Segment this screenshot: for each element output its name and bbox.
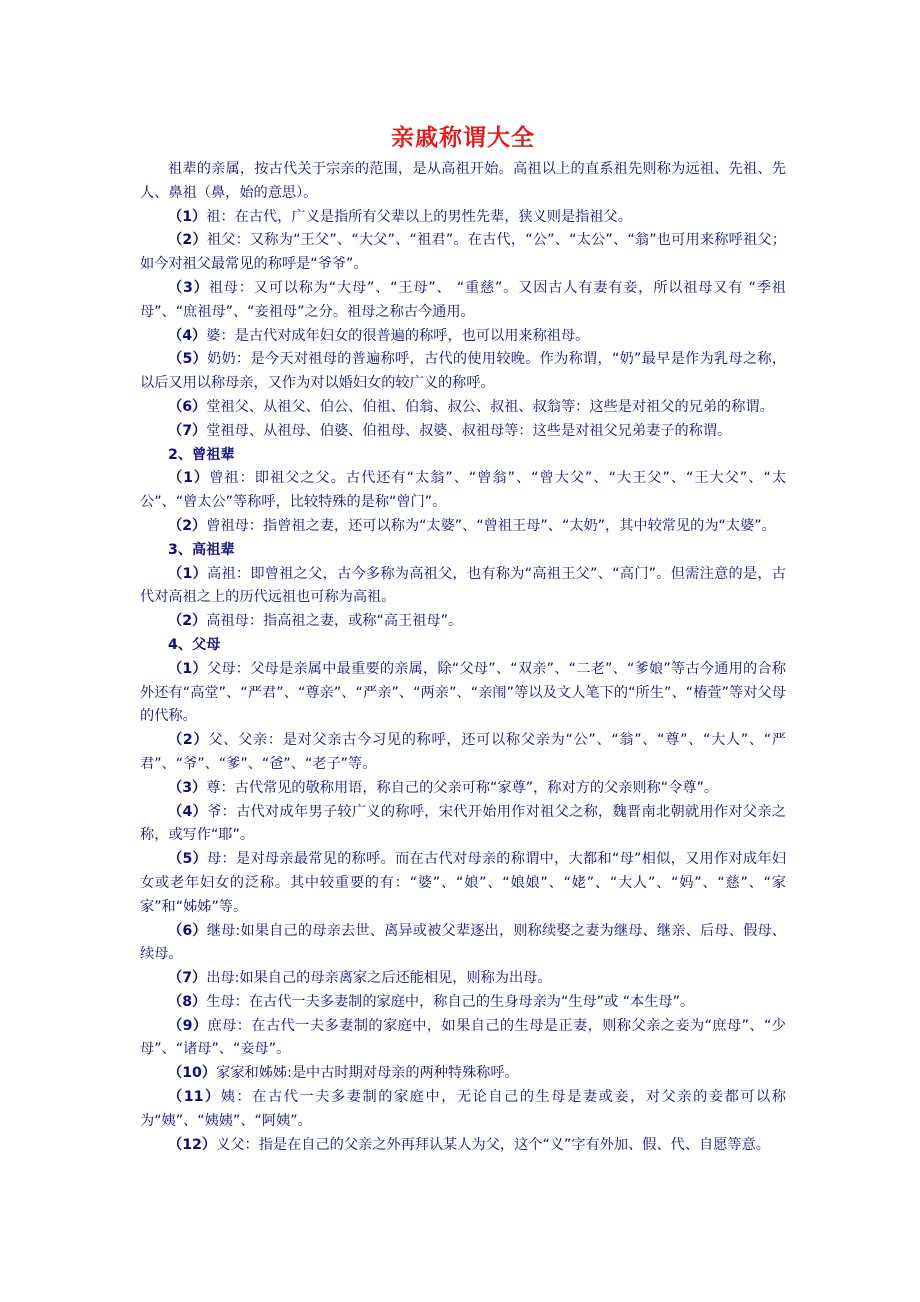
entry-text: 祖父：又称为“王父”、“大父”、“祖君”。在古代，“公”、“太公”、“翁”也可用来称呼祖父；如今对祖父最常见的称呼是“爷爷”。 [140, 232, 786, 273]
entry-number: （3） [168, 279, 209, 296]
entry-paragraph [140, 1086, 786, 1134]
entry-number: （1） [168, 565, 208, 582]
entry-number: （10） [168, 1065, 217, 1082]
entry-text: 曾祖母：指曾祖之妻，还可以称为“太婆”、“曾祖王母”、“太奶”，其中较常见的为“太婆”。 [206, 517, 776, 534]
entry-paragraph [140, 658, 786, 729]
entry-number: （1） [168, 660, 207, 677]
entry-number: （1） [168, 208, 207, 225]
entry-paragraph [140, 206, 786, 230]
entry-number: （5） [168, 351, 208, 368]
entry-paragraph [140, 1062, 786, 1086]
entry-paragraph [140, 229, 786, 277]
entry-number: （3） [168, 779, 207, 796]
entry-paragraph [140, 848, 786, 919]
content-body [140, 206, 786, 1158]
entry-paragraph [140, 1015, 786, 1063]
entry-paragraph [140, 1134, 786, 1158]
entry-paragraph [140, 801, 786, 849]
entry-text: 家家和姊姊:是中古时期对母亲的两种特殊称呼。 [216, 1065, 519, 1082]
entry-text: 姨：在古代一夫多妻制的家庭中，无论自己的生母是妻或妾，对父亲的妾都可以称为“姨”、“姨姨”、“阿姨”。 [140, 1089, 786, 1129]
section-heading: 4、父母 [168, 636, 221, 653]
entry-text: 父母：父母是亲属中最重要的亲属，除“父母”、“双亲”、“二老”、“爹娘”等古今通用的合称外还有“高堂”、“严君”、“尊亲”、“严亲”、“两亲”、“亲闱”等以及文人笔下的“所生”、“椿萱”等对父母的代称。 [140, 660, 786, 725]
entry-paragraph [140, 967, 786, 991]
entry-text: 出母:如果自己的母亲离家之后还能相见，则称为出母。 [206, 970, 552, 987]
entry-paragraph [140, 515, 786, 539]
entry-number: （1） [168, 470, 210, 487]
entry-paragraph [140, 920, 786, 968]
entry-number: （4） [168, 803, 208, 820]
entry-text: 祖：在古代，广义是指所有父辈以上的男性先辈，狭义则是指祖父。 [206, 208, 632, 225]
entry-number: （6） [168, 398, 207, 415]
entry-number: （7） [168, 422, 207, 439]
entry-number: （2） [168, 613, 207, 630]
entry-text: 庶母：在古代一夫多妻制的家庭中，如果自己的生母是正妻，则称父亲之妾为“庶母”、“少母”、“诸母”、“妾母”。 [140, 1017, 786, 1058]
section-heading: 3、高祖辈 [168, 541, 235, 558]
entry-number: （7） [168, 970, 207, 987]
entry-paragraph [140, 610, 786, 634]
entry-text: 生母：在古代一夫多妻制的家庭中，称自己的生身母亲为“生母”或 “本生母”。 [206, 993, 695, 1010]
entry-text: 祖母：又可以称为“大母”、“王母”、 “重慈”。又因古人有妻有妾，所以祖母又有 “季祖母”、“庶祖母”、“妾祖母”之分。祖母之称古今通用。 [140, 279, 786, 320]
intro-paragraph: 祖辈的亲属，按古代关于宗亲的范围，是从高祖开始。高祖以上的直系祖先则称为远祖、先祖、先人、鼻祖（鼻，始的意思）。 [140, 161, 786, 201]
entry-number: （4） [168, 327, 207, 344]
entry-paragraph [140, 991, 786, 1015]
entry-text: 堂祖父、从祖父、伯公、伯祖、伯翁、叔公、叔祖、叔翁等：这些是对祖父的兄弟的称谓。 [206, 398, 774, 415]
entry-text: 婆：是古代对成年妇女的很普遍的称呼，也可以用来称祖母。 [206, 327, 590, 344]
entry-paragraph [140, 325, 786, 349]
entry-paragraph [140, 777, 786, 801]
entry-number: （5） [168, 851, 208, 868]
entry-number: （8） [168, 993, 207, 1010]
page-title: 亲戚称谓大全 [391, 125, 535, 151]
entry-number: （2） [168, 232, 207, 249]
entry-text: 义父：指是在自己的父亲之外再拜认某人为父，这个“义”字有外加、假、代、自愿等意。 [216, 1136, 770, 1153]
entry-text: 继母:如果自己的母亲去世、离异或被父辈逐出，则称续娶之妻为继母、继亲、后母、假母、续母。 [140, 922, 786, 963]
entry-paragraph [140, 563, 786, 611]
section-heading: 2、曾祖辈 [168, 446, 235, 463]
entry-paragraph [140, 467, 786, 515]
entry-number: （11） [168, 1089, 221, 1106]
entry-text: 尊：古代常见的敬称用语，称自己的父亲可称“家尊”，称对方的父亲则称“令尊”。 [206, 779, 719, 796]
entry-text: 父、父亲：是对父亲古今习见的称呼，还可以称父亲为“公”、“翁”、“尊”、“大人”、“严君”、“爷”、“爹”、“爸”、“老子”等。 [140, 732, 786, 772]
entry-text: 奶奶：是今天对祖母的普遍称呼，古代的使用较晚。作为称谓，“奶”最早是作为乳母之称，以后又用以称母亲，又作为对以婚妇女的较广义的称呼。 [140, 351, 787, 392]
entry-number: （9） [168, 1017, 208, 1034]
entry-text: 高祖：即曾祖之父，古今多称为高祖父，也有称为“高祖王父”、“高门”。但需注意的是，古代对高祖之上的历代远祖也可称为高祖。 [140, 565, 786, 606]
entry-text: 高祖母：指高祖之妻，或称“高王祖母”。 [206, 613, 463, 630]
entry-number: （2） [168, 517, 207, 534]
entry-number: （2） [168, 732, 209, 749]
entry-number: （6） [168, 922, 207, 939]
entry-text: 曾祖：即祖父之父。古代还有“太翁”、“曾翁”、“曾大父”、“大王父”、“王大父”、“太公”、“曾太公”等称呼，比较特殊的是称“曾门”。 [140, 470, 787, 511]
entry-number: （12） [168, 1136, 217, 1153]
entry-paragraph [140, 729, 786, 777]
entry-text: 爷：古代对成年男子较广义的称呼，宋代开始用作对祖父之称，魏晋南北朝就用作对父亲之称，或写作“耶”。 [140, 803, 786, 844]
entry-paragraph [140, 277, 786, 325]
entry-text: 母：是对母亲最常见的称呼。而在古代对母亲的称谓中，大都和“母”相似，又用作对成年妇女或老年妇女的泛称。其中较重要的有：“婆”、“娘”、“娘娘”、“姥”、“大人”、“妈”、“慈”、“家家”和“姊姊”等。 [140, 851, 787, 915]
entry-paragraph [140, 348, 786, 396]
document-page [140, 118, 786, 1157]
entry-text: 堂祖母、从祖母、伯婆、伯祖母、叔婆、叔祖母等：这些是对祖父兄弟妻子的称谓。 [206, 422, 732, 439]
entry-paragraph [140, 420, 786, 444]
entry-paragraph [140, 396, 786, 420]
